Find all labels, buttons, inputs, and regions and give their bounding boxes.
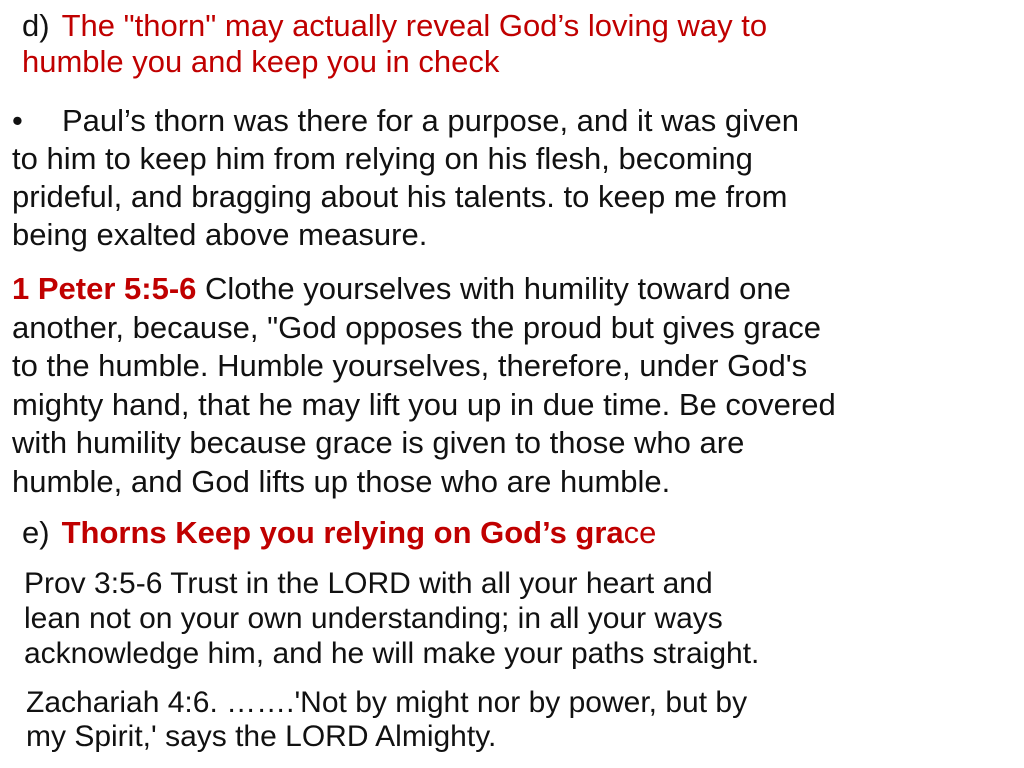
heading-d-marker: d) [22, 8, 50, 43]
peter-line-4: mighty hand, that he may lift you up in due time. Be covered [12, 386, 836, 422]
zach-paragraph [26, 686, 1024, 754]
zach-line-2: my Spirit,' says the LORD Almighty. [26, 720, 497, 753]
bullet-paul-text-1: Paul’s thorn was there for a purpose, and it was given [62, 103, 799, 138]
peter-text-1: Clothe yourselves with humility toward one [205, 271, 791, 306]
bullet-paul-paragraph [12, 102, 1024, 254]
peter-line-2: another, because, "God opposes the proud but gives grace [12, 309, 821, 345]
peter-line-6: humble, and God lifts up those who are humble. [12, 463, 671, 499]
prov-line-2: lean not on your own understanding; in all your ways [24, 602, 723, 635]
heading-e-title-tail: ce [623, 515, 657, 550]
peter-line-3: to the humble. Humble yourselves, therefore, under God's [12, 348, 808, 383]
bullet-paul-line-2: to him to keep him from relying on his flesh, becoming [12, 141, 753, 176]
prov-line-3: acknowledge him, and he will make your paths straight. [24, 637, 760, 670]
peter-paragraph [12, 270, 1024, 501]
heading-e-line [22, 514, 1024, 552]
heading-d-line-2: humble you and keep you in check [22, 44, 500, 79]
bullet-paul-line-3: prideful, and bragging about his talents. to keep me from [12, 179, 788, 214]
bullet-paul-line-1 [12, 102, 1024, 140]
peter-line-1 [12, 270, 1024, 309]
heading-e [22, 514, 1024, 552]
heading-e-marker: e) [22, 515, 50, 550]
heading-d [22, 8, 1024, 80]
heading-e-title-bold: Thorns Keep you relying on God’s gra [61, 515, 624, 550]
zach-line-1: Zachariah 4:6. …….'Not by might nor by power, but by [26, 686, 748, 719]
heading-d-line-1 [22, 8, 1024, 44]
heading-d-text-1: The "thorn" may actually reveal God’s loving way to [61, 8, 768, 43]
peter-reference: 1 Peter 5:5-6 [12, 271, 197, 306]
prov-line-1: Prov 3:5-6 Trust in the LORD with all your heart and [24, 567, 713, 600]
bullet-paul-line-4: being exalted above measure. [12, 217, 428, 252]
prov-paragraph [24, 566, 1024, 671]
bullet-icon: • [12, 103, 23, 138]
peter-line-5: with humility because grace is given to those who are [12, 425, 745, 460]
